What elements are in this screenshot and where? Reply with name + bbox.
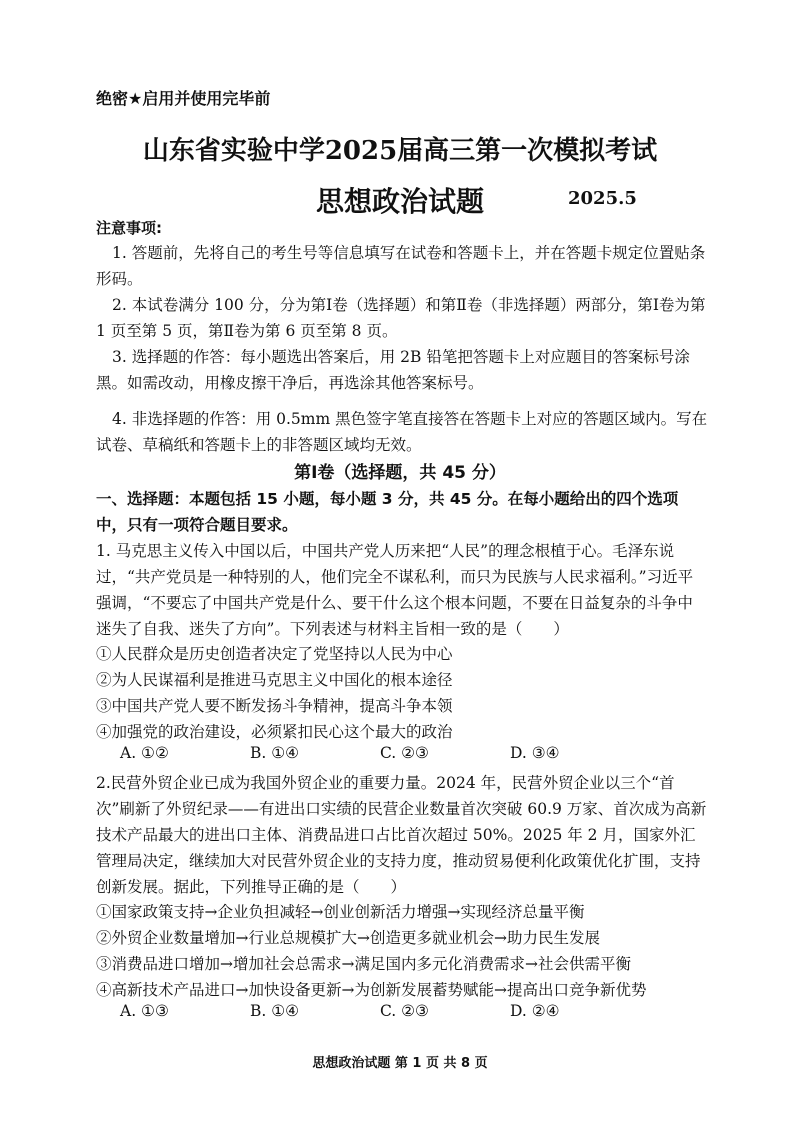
question-stem: 1. 马克思主义传入中国以后，中国共产党人历来把“人民”的理念根植于心。毛泽东说过，“共产党员是一种特别的人，他们完全不谋私利，而只为民族与人民求福利。”习近平强调，“不要忘了中国共产党是什么、要干什么这个根本问题，不要在日益复杂的斗争中迷失了自我、迷失了方向”。下列表述与材料主旨相一致的是（ ） [96, 542, 694, 638]
note-item: 2. 本试卷满分 100 分，分为第Ⅰ卷（选择题）和第Ⅱ卷（非选择题）两部分，第Ⅰ卷为第 1 页至第 5 页，第Ⅱ卷为第 6 页至第 8 页。 [96, 296, 706, 340]
question-option: ②外贸企业数量增加→行业总规模扩大→创造更多就业机会→助力民生发展 [96, 929, 600, 947]
section-title: 第Ⅰ卷（选择题，共 45 分） [294, 463, 506, 483]
secret-label: 绝密★启用并使用完毕前 [96, 89, 271, 108]
question-option: ③中国共产党人要不断发扬斗争精神，提高斗争本领 [96, 697, 453, 715]
question-stem: 2.民营外贸企业已成为我国外贸企业的重要力量。2024 年，民营外贸企业以三个“首次”刷新了外贸纪录——有进出口实绩的民营企业数量首次突破 60.9 万家、首次成为高新技术产品最大的进出口主体、消费品进口占比首次超过 50%。2025 年 2 月，国家外汇管理局决定，继续加大对民营外贸企业的支持力度，推动贸易便利化政策优化扩围，支持创新发展。据此，下列推导正确的是（ ） [96, 774, 707, 896]
question-option: ②为人民谋福利是推进马克思主义中国化的根本途径 [96, 671, 453, 689]
note-item: 1. 答题前，先将自己的考生号等信息填写在试卷和答题卡上，并在答题卡规定位置贴条形码。 [96, 244, 706, 288]
answer-choices [120, 1002, 640, 1020]
answer-choices [120, 744, 640, 762]
choice-b: B. ①④ [250, 1002, 300, 1020]
subject-title: 思想政治试题 [315, 185, 484, 218]
question-option: ④高新技术产品进口→加快设备更新→为创新发展蓄势赋能→提高出口竞争新优势 [96, 981, 647, 999]
note-item: 3. 选择题的作答：每小题选出答案后，用 2B 铅笔把答题卡上对应题目的答案标号涂黑。如需改动，用橡皮擦干净后，再选涂其他答案标号。 [96, 348, 690, 392]
question-option: ①国家政策支持→企业负担减轻→创业创新活力增强→实现经济总量平衡 [96, 903, 585, 921]
section-instructions: 一、选择题：本题包括 15 小题，每小题 3 分，共 45 分。在每小题给出的四个选项中，只有一项符合题目要求。 [96, 490, 679, 534]
question-option: ③消费品进口增加→增加社会总需求→满足国内多元化消费需求→社会供需平衡 [96, 955, 631, 973]
note-item: 4. 非选择题的作答：用 0.5mm 黑色签字笔直接答在答题卡上对应的答题区域内。写在试卷、草稿纸和答题卡上的非答题区域均无效。 [96, 410, 708, 454]
choice-b: B. ①④ [250, 744, 300, 762]
question-option: ④加强党的政治建设，必须紧扣民心这个最大的政治 [96, 723, 453, 741]
choice-d: D. ②④ [510, 1002, 560, 1020]
exam-date: 2025.5 [568, 188, 637, 209]
question-option: ①人民群众是历史创造者决定了党坚持以人民为中心 [96, 645, 453, 663]
choice-a: A. ①③ [120, 1002, 169, 1020]
choice-c: C. ②③ [380, 744, 429, 762]
notes-heading: 注意事项: [96, 219, 162, 237]
choice-a: A. ①② [120, 744, 169, 762]
page-footer: 思想政治试题 第 1 页 共 8 页 [312, 1056, 488, 1071]
choice-c: C. ②③ [380, 1002, 429, 1020]
exam-title: 山东省实验中学2025届高三第一次模拟考试 [142, 136, 658, 166]
choice-d: D. ③④ [510, 744, 560, 762]
